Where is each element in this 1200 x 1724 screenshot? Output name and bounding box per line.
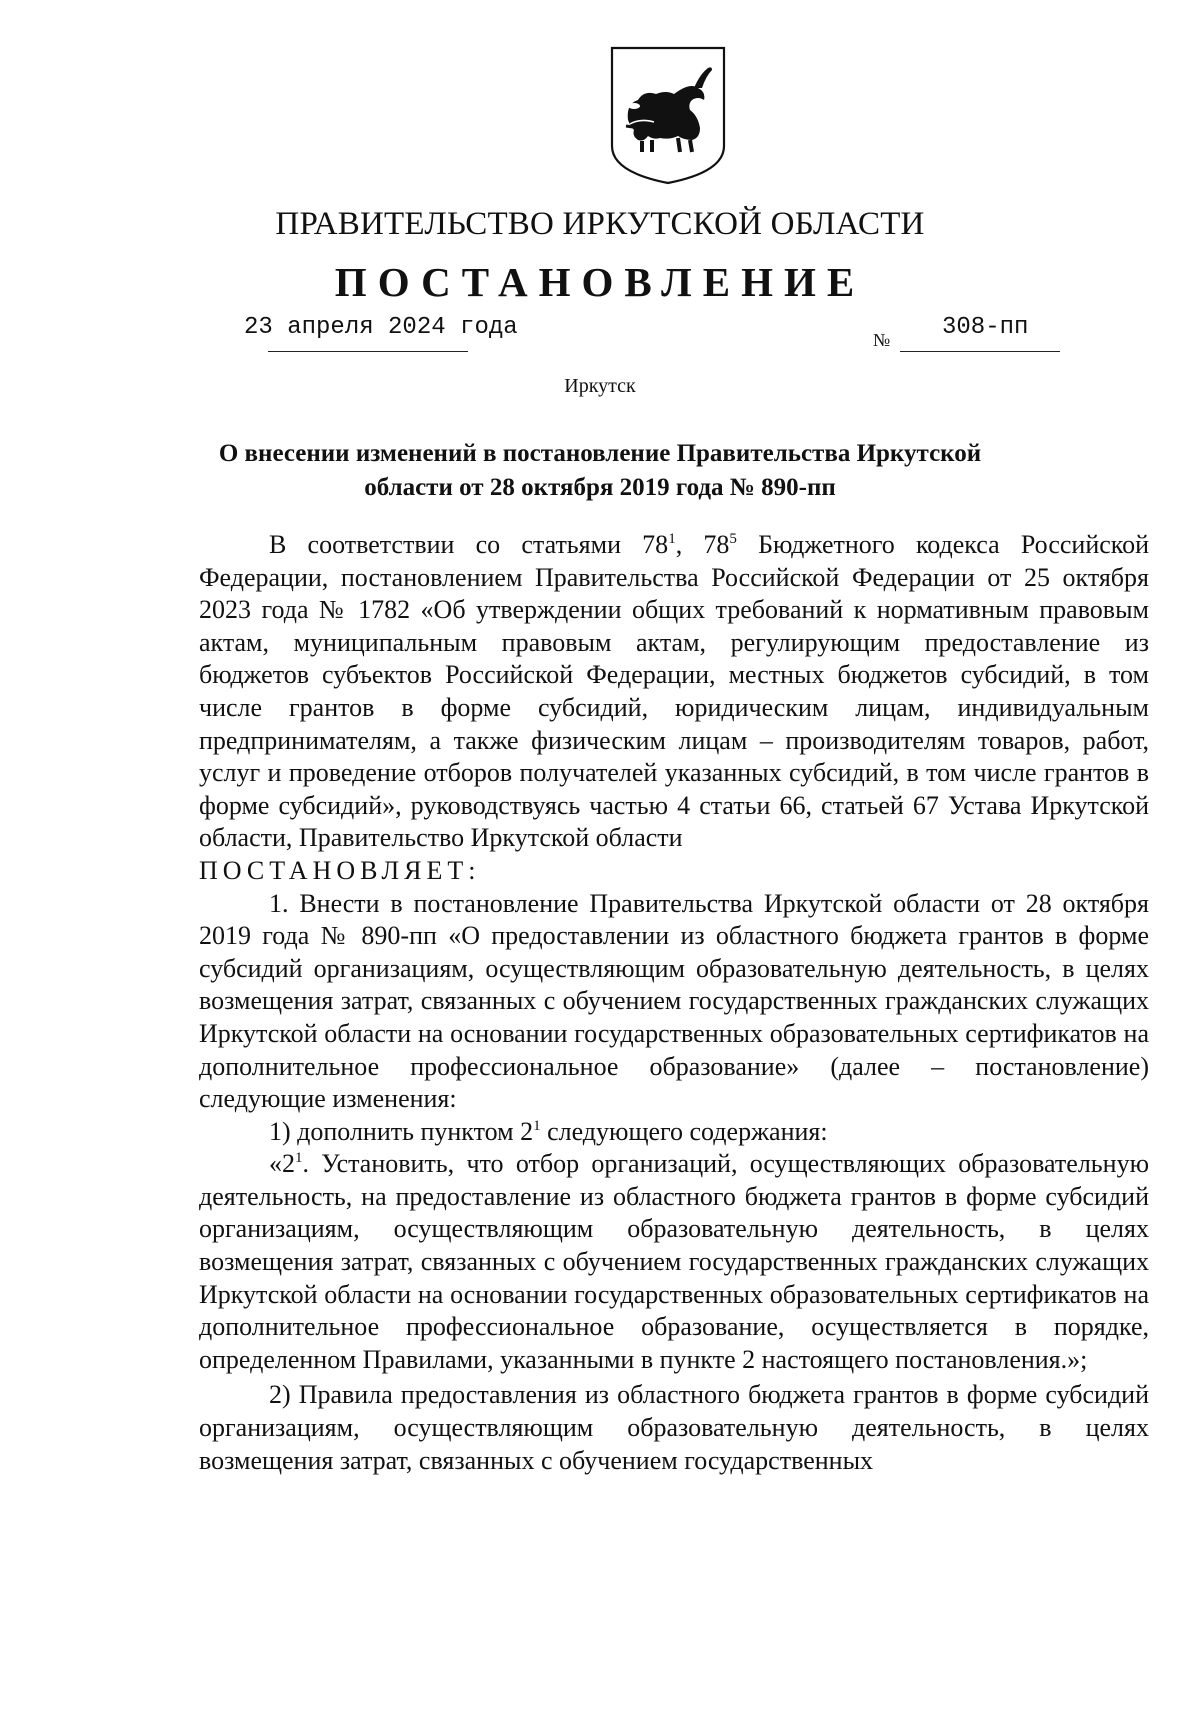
title-line-1: О внесении изменений в постановление Правительства Иркутской [218,440,982,467]
subitem-1-text-b: следующего содержания: [540,1116,828,1146]
document-title [200,437,1000,505]
resolve-word: ПОСТАНОВЛЯЕТ: [199,855,481,885]
item-1-paragraph: 1. Внести в постановление Правительства Иркутской области от 28 октября 2019 года № 890-пп «О предоставлении из областного бюджета грантов в форме субсидий организациям, осуществляющим образовательную деятельность, в целях возмещения затрат, связанных с обучением государственных гражданских служащих Иркутской области на основании государственных образовательных сертификатов на дополнительное профессиональное образование» (далее – постановление) следующие изменения: [199,888,1149,1114]
subitem-1-text-a: 1) дополнить пунктом 2 [269,1116,534,1146]
preamble-text-c: Бюджетного кодекса Российской Федерации, постановлением Правительства Российской Федерации от 25 октября 2023 года № 1782 «Об утверждении общих требований к нормативным правовым актам, муниципальным правовым актам, регулирующим предоставление из бюджетов субъектов Российской Федерации, местных бюджетов субсидий, в том числе грантов в форме субсидий, юридическим лицам, индивидуальным предпринимателям, а также физическим лицам – производителям товаров, работ, услуг и проведение отборов получателей указанных субсидий, в том числе грантов в форме субсидий», руководствуясь частью 4 статьи 66, статьей 67 Устава Иркутской области, Правительство Иркутской области [199,530,1149,853]
preamble-text-a: В соответствии со статьями 78 [269,530,669,559]
document-type: ПОСТАНОВЛЕНИЕ [334,259,866,305]
date-underline [268,351,468,352]
superscript: 1 [295,1150,303,1167]
number-underline [900,351,1060,352]
superscript: 5 [729,531,737,547]
government-name: ПРАВИТЕЛЬСТВО ИРКУТСКОЙ ОБЛАСТИ [275,206,925,242]
superscript: 1 [533,1117,541,1134]
clause-text-b: . Установить, что отбор организаций, осуществляющих образовательную деятельность, на предоставление из областного бюджета грантов в форме субсидий организациям, осуществляющим образовательную деятельность, в целях возмещения затрат, связанных с обучением государственных гражданских служащих Иркутской области на основании государственных образовательных сертификатов на дополнительное профессиональное образование, осуществляется в порядке, определенном Правилами, указанными в пункте 2 настоящего постановления.»; [199,1149,1149,1374]
document-body [199,529,1149,1477]
preamble-paragraph [199,529,1149,855]
document-number: 308-пп [942,314,1029,341]
coat-of-arms-babr-icon [608,44,728,186]
document-city: Иркутск [564,375,636,397]
preamble-text-b: , 78 [675,530,730,559]
quoted-clause-paragraph [199,1148,1149,1376]
number-sign: № [873,330,891,350]
superscript: 1 [668,531,676,547]
subitem-1-paragraph [199,1116,1149,1149]
subitem-2-paragraph: 2) Правила предоставления из областного бюджета грантов в форме субсидий организациям, осуществляющим образовательную деятельность, в целях возмещения затрат, связанных с обучением государственных [199,1380,1149,1475]
clause-text-a: «2 [269,1149,295,1179]
title-line-2: области от 28 октября 2019 года № 890-пп [364,474,836,501]
document-date: 23 апреля 2024 года [244,314,518,341]
